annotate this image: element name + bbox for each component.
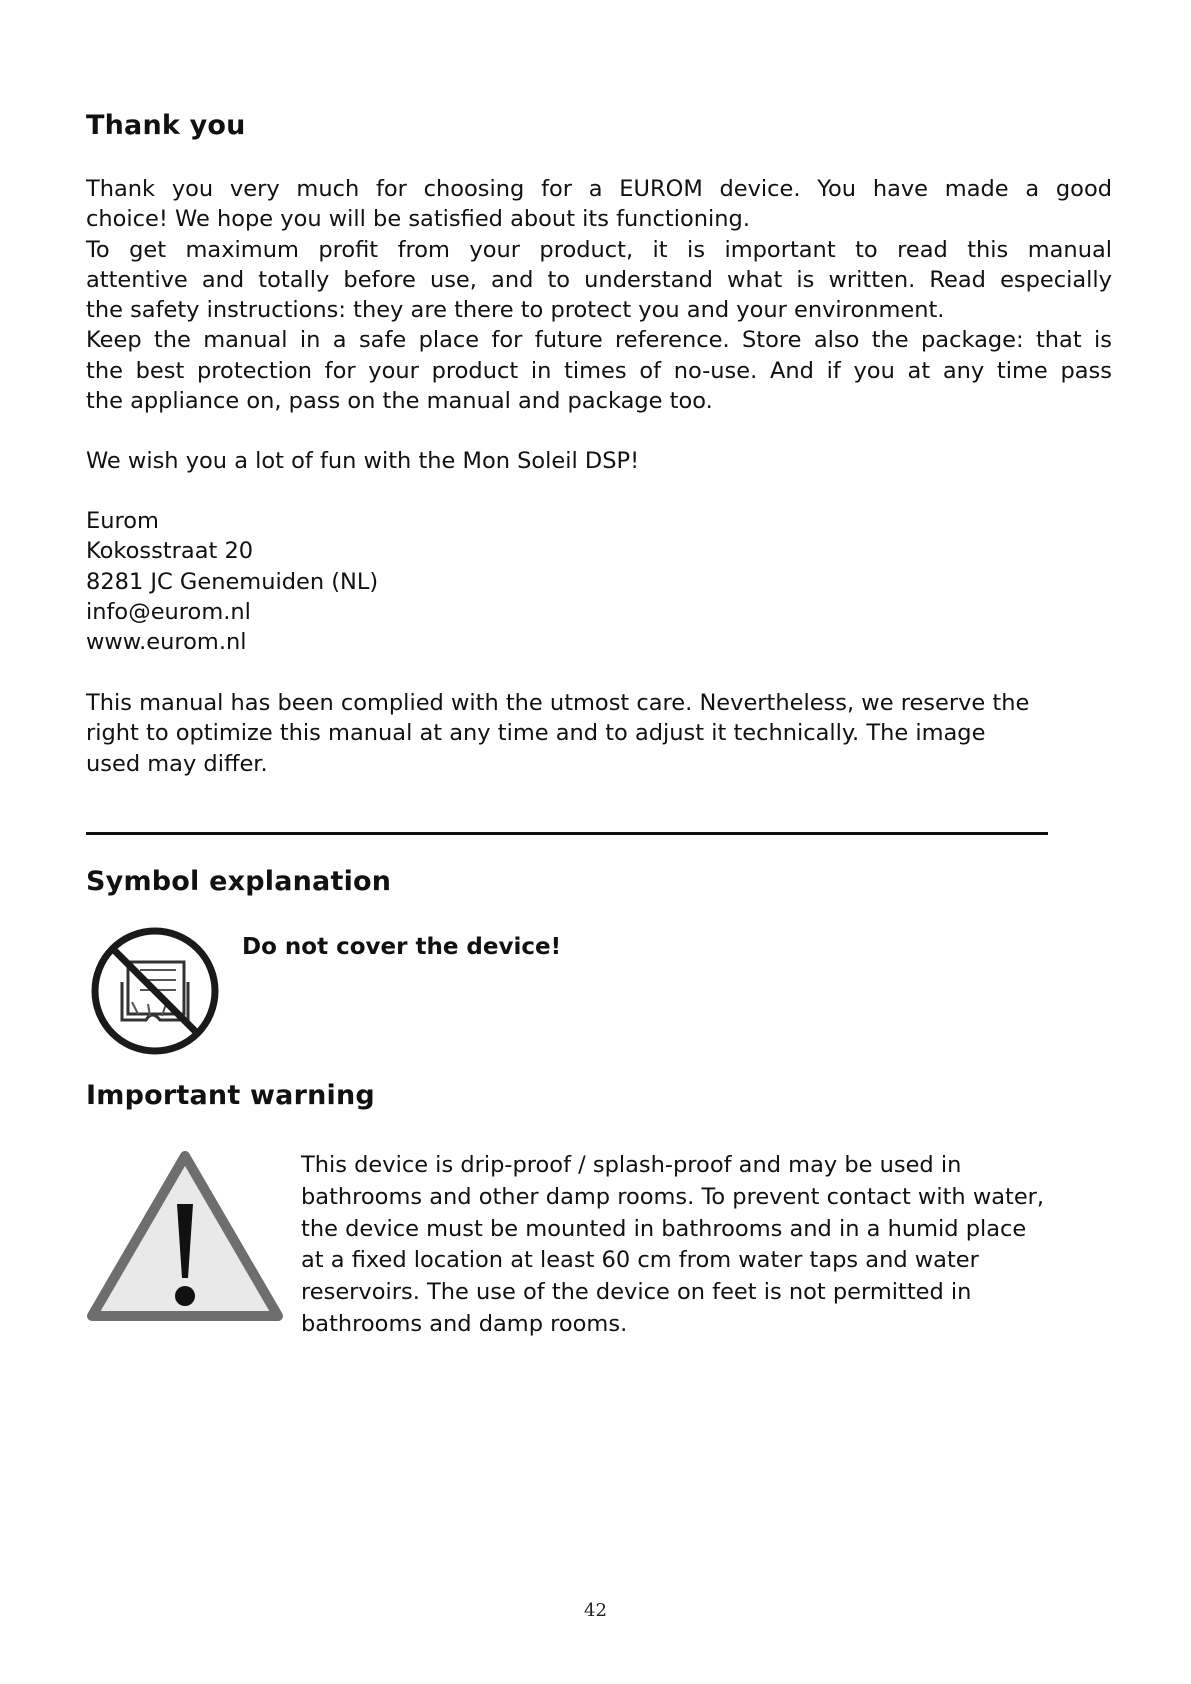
warning-line: This device is drip-proof / splash-proof and may be used in <box>301 1152 962 1178</box>
intro-line: the best protection for your product in times of no-use. And if you at any time pass <box>86 357 1112 384</box>
intro-line: Keep the manual in a safe place for future reference. Store also the package: that is <box>86 327 1112 354</box>
important-warning-heading: Important warning <box>86 1080 375 1111</box>
disclaimer-line: used may differ. <box>86 750 268 777</box>
address-company: Eurom <box>86 508 159 534</box>
intro-line: attentive and totally before use, and to understand what is written. Read especially <box>86 266 1112 293</box>
address-street: Kokosstraat 20 <box>86 538 254 565</box>
address-website: www.eurom.nl <box>86 629 247 656</box>
address-city: 8281 JC Genemuiden (NL) <box>86 568 379 595</box>
intro-line: Thank you very much for choosing for a EUROM device. You have made a good <box>86 176 1112 202</box>
intro-line: the appliance on, pass on the manual and package too. <box>86 388 713 415</box>
address-email: info@eurom.nl <box>86 598 251 625</box>
disclaimer-line: right to optimize this manual at any time and to adjust it technically. The image <box>86 720 986 747</box>
do-not-cover-label: Do not cover the device! <box>242 934 562 960</box>
warning-line: reservoirs. The use of the device on feet is not permitted in <box>301 1279 972 1306</box>
disclaimer-line: This manual has been complied with the utmost care. Nevertheless, we reserve the <box>86 690 1030 716</box>
disclaimer-paragraph <box>86 688 1112 779</box>
symbol-explanation-heading: Symbol explanation <box>86 866 392 897</box>
intro-line: To get maximum profit from your product, it is important to read this manual <box>86 236 1112 263</box>
warning-line: bathrooms and other damp rooms. To prevent contact with water, <box>301 1183 1045 1210</box>
wish-line <box>86 446 1112 476</box>
wish-text: We wish you a lot of fun with the Mon Soleil DSP! <box>86 448 640 474</box>
warning-line: bathrooms and damp rooms. <box>301 1310 628 1337</box>
warning-text <box>301 1150 1121 1341</box>
warning-line: the device must be mounted in bathrooms and in a humid place <box>301 1215 1027 1242</box>
thank-you-heading: Thank you <box>86 110 246 141</box>
warning-triangle-icon <box>86 1148 284 1324</box>
intro-line: choice! We hope you will be satisfied about its functioning. <box>86 206 750 233</box>
intro-line: the safety instructions: they are there to protect you and your environment. <box>86 297 945 324</box>
page-number: 42 <box>584 1600 607 1621</box>
warning-line: at a fixed location at least 60 cm from water taps and water <box>301 1247 979 1274</box>
section-divider <box>86 832 1048 835</box>
address-block <box>86 506 1112 657</box>
do-not-cover-icon <box>88 924 222 1058</box>
intro-paragraph <box>86 174 1112 416</box>
